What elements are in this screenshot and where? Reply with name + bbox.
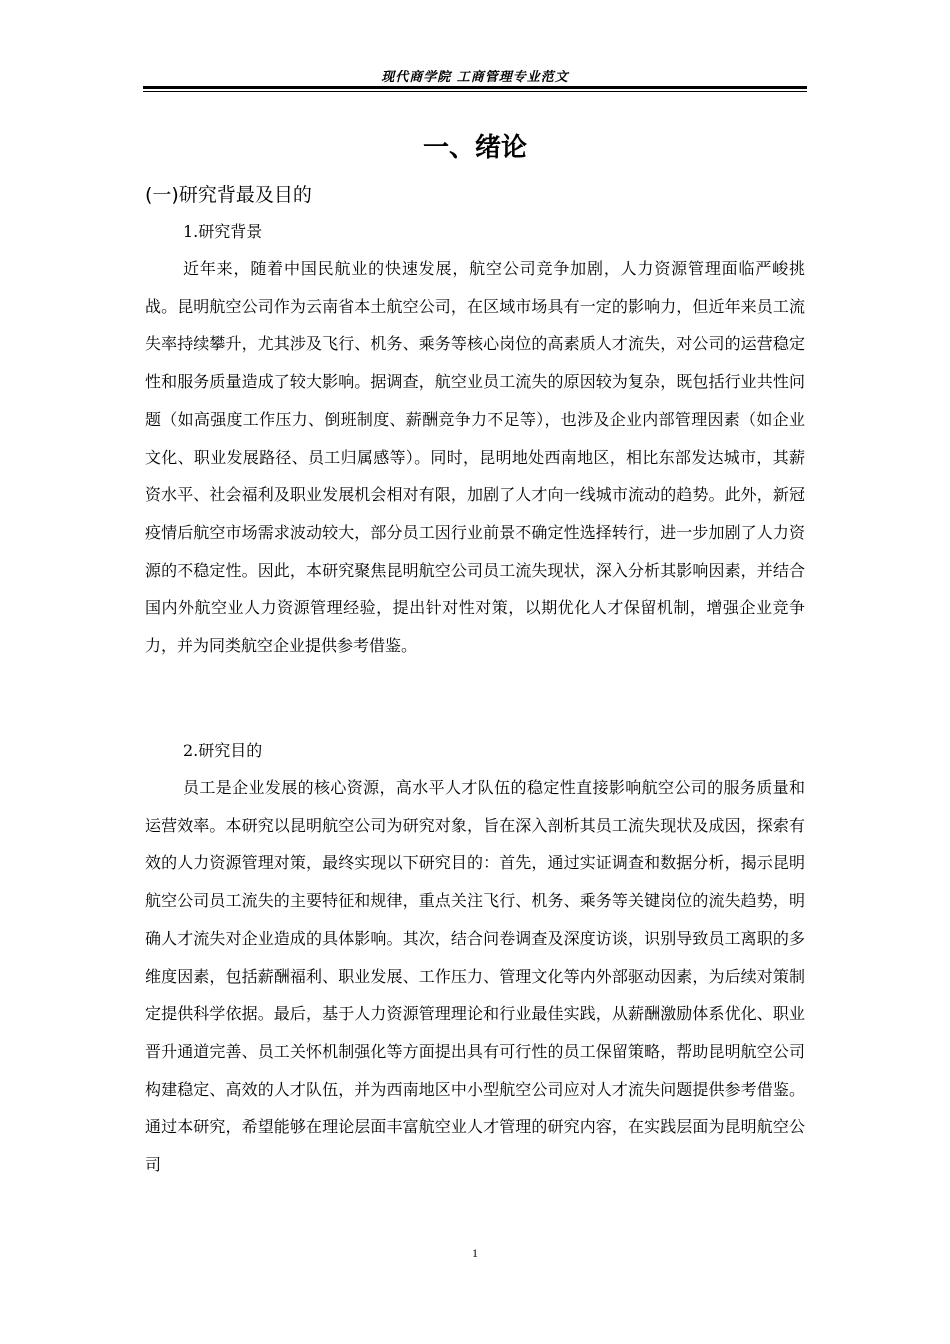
- running-header: 现代商学院 工商管理专业范文: [381, 70, 569, 85]
- subsection-heading-purpose: 2.研究目的: [183, 741, 263, 760]
- header-rule-thick: [143, 86, 807, 89]
- chapter-title: 一、绪论: [422, 133, 527, 163]
- page-number: 1: [472, 1246, 478, 1260]
- paragraph-purpose: 员工是企业发展的核心资源，高水平人才队伍的稳定性直接影响航空公司的服务质量和运营效率。本研究以昆明航空公司为研究对象，旨在深入剖析其员工流失现状及成因，探索有效的人力资源管理对策，最终实现以下研究目的：首先，通过实证调查和数据分析，揭示昆明航空公司员工流失的主要特征和规律，重点关注飞行、机务、乘务等关键岗位的流失趋势，明确人才流失对企业造成的具体影响。其次，结合问卷调查及深度访谈，识别导致员工离职的多维度因素，包括薪酬福利、职业发展、工作压力、管理文化等内外部驱动因素，为后续对策制定提供科学依据。最后，基于人力资源管理理论和行业最佳实践，从薪酬激励体系优化、职业晋升通道完善、员工关怀机制强化等方面提出具有可行性的员工保留策略，帮助昆明航空公司构建稳定、高效的人才队伍，并为西南地区中小型航空公司应对人才流失问题提供参考借鉴。通过本研究，希望能够在理论层面丰富航空业人才管理的研究内容，在实践层面为昆明航空公司: [145, 778, 805, 1175]
- paragraph-background: 近年来，随着中国民航业的快速发展，航空公司竞争加剧，人力资源管理面临严峻挑战。昆明航空公司作为云南省本土航空公司，在区域市场具有一定的影响力，但近年来员工流失率持续攀升，尤其涉及飞行、机务、乘务等核心岗位的高素质人才流失，对公司的运营稳定性和服务质量造成了较大影响。据调查，航空业员工流失的原因较为复杂，既包括行业共性问题（如高强度工作压力、倒班制度、薪酬竞争力不足等），也涉及企业内部管理因素（如企业文化、职业发展路径、员工归属感等）。同时，昆明地处西南地区，相比东部发达城市，其薪资水平、社会福利及职业发展机会相对有限，加剧了人才向一线城市流动的趋势。此外，新冠疫情后航空市场需求波动较大，部分员工因行业前景不确定性选择转行，进一步加剧了人力资源的不稳定性。因此，本研究聚焦昆明航空公司员工流失现状，深入分析其影响因素，并结合国内外航空业人力资源管理经验，提出针对性对策，以期优化人才保留机制，增强企业竞争力，并为同类航空企业提供参考借鉴。: [145, 259, 805, 656]
- section-title: (一)研究背最及目的: [145, 184, 312, 206]
- subsection-heading-background: 1.研究背景: [183, 222, 263, 241]
- header-rule-thin: [143, 91, 807, 92]
